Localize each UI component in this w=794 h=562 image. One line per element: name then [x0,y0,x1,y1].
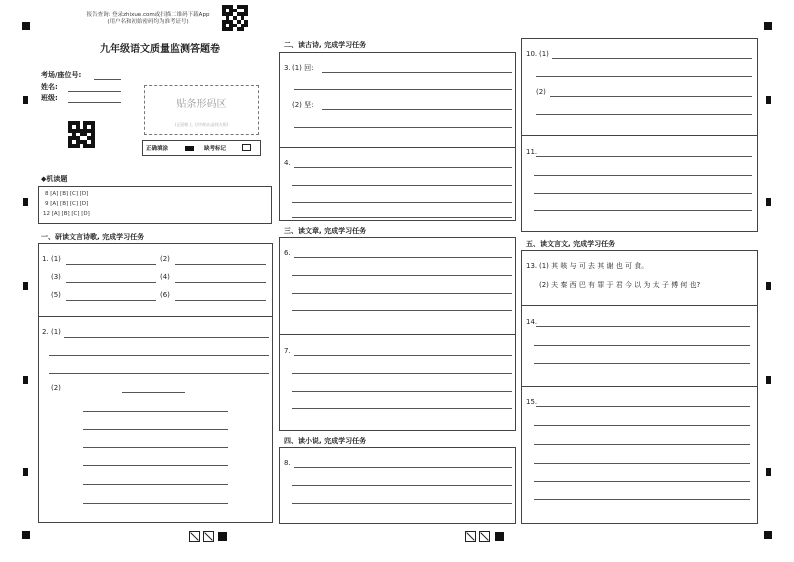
room-seat-field[interactable] [94,79,121,80]
name-field[interactable] [68,91,121,92]
page-title: 九年级语文质量监测答题卷 [100,44,220,55]
student-qr-code [68,121,95,148]
q11-answer-line[interactable] [536,156,752,157]
q8-answer-box [279,447,516,524]
q13-answer-box [521,250,758,306]
q2-answer-line[interactable] [49,373,269,374]
q1-sub5-line[interactable] [66,300,156,301]
q2-answer-line[interactable] [49,355,269,356]
q3-sub2-line[interactable] [322,109,512,110]
q1-sub3-label: (3) [51,273,61,281]
timing-mark [23,282,28,290]
q2-answer-line[interactable] [83,484,228,485]
objective-box [38,186,272,224]
q3-answer-line[interactable] [294,89,512,90]
q10-answer-box [521,38,758,136]
objective-title: ◆机读题 [41,175,68,183]
q15-answer-line[interactable] [534,481,750,482]
q11-answer-line[interactable] [534,210,752,211]
objective-row-num: 12 [43,211,50,217]
q3-answer-box [279,52,516,148]
q15-answer-line[interactable] [534,425,750,426]
page-id-mark [495,532,504,541]
q10-sub2-line[interactable] [550,96,752,97]
timing-mark [23,96,28,104]
section2-title: 二、读古诗, 完成学习任务 [284,41,367,49]
q15-number: 15. [526,398,538,406]
q1-sub3-line[interactable] [66,282,156,283]
q14-answer-box [521,305,758,387]
absent-mark-box[interactable] [242,144,251,151]
q7-answer-line[interactable] [292,408,512,409]
q11-answer-box [521,135,758,232]
q1-number: 1. [42,255,49,263]
q4-answer-line[interactable] [292,202,512,203]
q10-answer-line[interactable] [536,114,752,115]
q2-sub1-label: (1) [51,328,61,336]
barcode-hint: (正面朝上, 切勿贴出虚线方框) [174,122,229,127]
q15-answer-line[interactable] [536,406,750,407]
q7-answer-line[interactable] [294,355,512,356]
q1-answer-box [38,243,273,317]
q2-answer-line[interactable] [83,465,228,466]
q4-number: 4. [284,159,291,167]
section5-title: 五、读文言文, 完成学习任务 [526,240,616,248]
class-field[interactable] [68,102,121,103]
q8-answer-line[interactable] [292,503,512,504]
report-notice-line1: 报告查询: 登录zhixue.com或扫描二维码下载App [86,12,210,18]
q13-sub1: (1) 其 咳 与 可 去 其 谢 也 可 食。 [539,262,649,270]
objective-row-options[interactable]: [A] [B] [C] [D] [50,201,89,207]
q6-answer-line[interactable] [292,310,512,311]
objective-row-num: 8 [45,191,49,197]
timing-mark [23,468,28,476]
q11-answer-line[interactable] [534,193,752,194]
q1-sub5-label: (5) [51,291,61,299]
q10-sub1-line[interactable] [552,58,752,59]
page-id-mark [203,531,214,542]
q6-answer-line[interactable] [294,257,512,258]
q2-answer-line[interactable] [83,429,228,430]
q14-answer-line[interactable] [536,326,750,327]
section1-title: 一、研读文言诗歌, 完成学习任务 [41,233,145,241]
timing-mark [23,376,28,384]
q7-answer-line[interactable] [292,373,512,374]
fill-legend [142,140,261,156]
q6-answer-line[interactable] [292,275,512,276]
q2-answer-line[interactable] [83,503,228,504]
q1-sub1-line[interactable] [66,264,156,265]
q10-number: 10. [526,50,538,58]
objective-row[interactable] [45,201,88,208]
q1-sub4-label: (4) [160,273,170,281]
q15-answer-line[interactable] [534,463,750,464]
q11-answer-line[interactable] [534,175,752,176]
q1-sub1-label: (1) [51,255,61,263]
q1-sub6-label: (6) [160,291,170,299]
timing-mark [766,468,771,476]
q7-answer-line[interactable] [292,391,512,392]
q8-answer-line[interactable] [294,467,512,468]
name-label: 姓名: [41,83,58,91]
q3-sub1-line[interactable] [322,72,512,73]
q11-number: 11. [526,148,538,156]
q2-answer-line[interactable] [64,337,269,338]
download-qr-code[interactable] [222,5,248,31]
timing-mark [766,198,771,206]
barcode-area [144,85,259,135]
timing-mark [22,531,30,539]
q1-sub6-line[interactable] [175,300,266,301]
objective-row[interactable] [45,191,88,198]
objective-row-num: 9 [45,201,49,207]
q7-answer-box [279,334,516,431]
q2-answer-box [38,316,273,523]
q6-answer-box [279,237,516,335]
q13-sub2: (2) 夫 秦 西 巴 有 罪 于 君 今 以 为 太 子 傅 何 也? [539,281,701,289]
timing-mark [764,531,772,539]
q13-number: 13. [526,262,538,270]
page-id-mark [479,531,490,542]
objective-row-options[interactable]: [A] [B] [C] [D] [51,211,90,217]
page-id-mark [218,532,227,541]
objective-row-options[interactable]: [A] [B] [C] [D] [50,191,89,197]
report-notice [78,12,218,26]
q4-answer-line[interactable] [294,167,512,168]
q2-answer-line[interactable] [83,411,228,412]
q10-answer-line[interactable] [536,76,752,77]
page-id-mark [465,531,476,542]
q15-answer-line[interactable] [534,499,750,500]
q15-answer-line[interactable] [534,444,750,445]
q2-answer-line[interactable] [83,447,228,448]
q6-number: 6. [284,249,291,257]
class-label: 班级: [41,94,58,102]
q1-sub4-line[interactable] [175,282,266,283]
q10-sub1-label: (1) [539,50,549,58]
q14-answer-line[interactable] [534,345,750,346]
q1-sub2-line[interactable] [175,264,266,265]
q3-answer-line[interactable] [294,127,512,128]
objective-row[interactable] [43,211,90,218]
q4-answer-line[interactable] [292,185,512,186]
section4-title: 四、读小说, 完成学习任务 [284,437,367,445]
q1-sub2-label: (2) [160,255,170,263]
absent-mark-label: 缺考标记 [204,146,227,152]
report-notice-line2: (用户名和初始密码均为准考证号) [107,19,189,25]
q8-answer-line[interactable] [292,485,512,486]
timing-mark [766,376,771,384]
q4-answer-line[interactable] [292,217,512,218]
timing-mark [23,198,28,206]
q15-answer-box [521,386,758,524]
q2-sub2-line[interactable] [122,392,185,393]
q14-number: 14. [526,318,538,326]
q8-number: 8. [284,459,291,467]
room-seat-label: 考场/座位号: [41,71,82,79]
q3-sub1-label: (1) 回: [292,64,314,72]
q4-answer-box [279,147,516,221]
q2-number: 2. [42,328,49,336]
q3-number: 3. [284,64,291,72]
page-id-mark [189,531,200,542]
q6-answer-line[interactable] [292,293,512,294]
timing-mark [764,22,772,30]
q7-number: 7. [284,347,291,355]
timing-mark [766,282,771,290]
q2-sub2-label: (2) [51,384,61,392]
timing-mark [766,96,771,104]
section3-title: 三、读文章, 完成学习任务 [284,227,367,235]
q3-sub2-label: (2) 坚: [292,101,314,109]
q10-sub2-label: (2) [536,88,546,96]
correct-fill-label: 正确填涂 [146,146,169,152]
barcode-label: 贴条形码区 [176,99,227,110]
q14-answer-line[interactable] [534,363,750,364]
timing-mark [22,22,30,30]
correct-fill-sample [185,146,194,151]
